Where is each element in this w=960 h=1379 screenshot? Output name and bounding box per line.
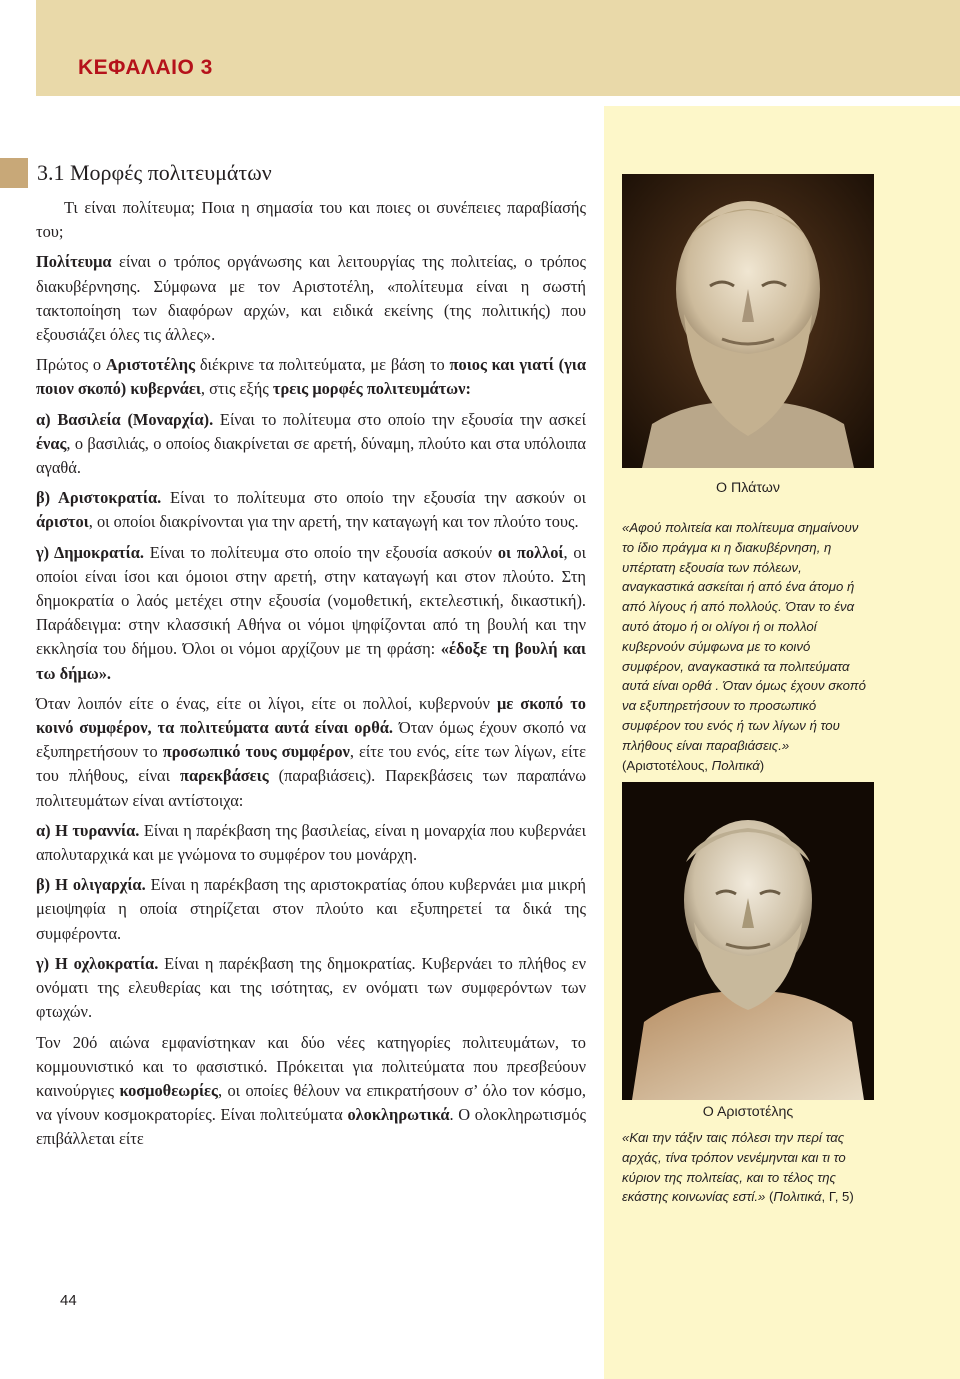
- text-span: Είναι η παρέκβαση της βασιλείας, είναι η μοναρχία που κυβερνάει απολυταρχικά και με γνώμονα το συμφέρον του μονάρχη.: [36, 820, 586, 865]
- paragraph-aristotle: [36, 353, 586, 401]
- text-span: Πρώτος ο: [36, 355, 106, 375]
- definition-text: είναι ο τρόπος οργάνωσης και λειτουργίας της πολιτείας, ο τρόπος διακυβέρνησης. Σύμφωνα με τον Αριστοτέλη, «πολίτευμα είναι η σωστή τακτοποίηση των διαφόρων αρχών, και ειδικά εκείνης (της πολιτικής) που εξουσιάζει όλες τις άλλες».: [36, 252, 586, 345]
- text-span: διέκρινε τα πολιτεύματα, με βάση το: [195, 355, 450, 375]
- plato-caption: Ο Πλάτων: [716, 480, 780, 496]
- text-span: Όταν όμως έχουν σκοπό να εξυπηρετήσουν το: [36, 718, 587, 762]
- text-span: . Ο ολοκληρωτισμός επιβάλλεται είτε: [36, 1105, 587, 1149]
- aristotle-quote-greek: [622, 1128, 874, 1207]
- bold-span: τρεις μορφές πολιτευμάτων:: [272, 379, 471, 399]
- text-span: , ο βασιλιάς, ο οποίος διακρίνεται σε αρετή, δύναμη, πλούτο και στα υπόλοιπα αγαθά.: [36, 433, 586, 478]
- plato-bust-image: [622, 174, 874, 468]
- quote-source: [769, 1189, 854, 1204]
- text-span: , οι οποίες θέλουν να επικρατήσουν σ’ όλο τον κόσμο, να γίνουν κοσμοκρατορίες. Είναι πολιτεύματα: [36, 1080, 587, 1125]
- text-span: (παραβιάσεις). Παρεκβάσεις των παραπάνω πολιτευμάτων είναι αντίστοιχα:: [36, 766, 586, 810]
- heading-aristocracy: β) Αριστοκρατία.: [36, 488, 162, 508]
- bold-span: ένας: [36, 433, 67, 453]
- text-span: ): [759, 757, 765, 773]
- paragraph-democracy: [36, 541, 586, 686]
- bold-span: παρεκβάσεις: [179, 766, 269, 786]
- paragraph-oligarchy: [36, 873, 586, 946]
- aristotle-quote-politics: [622, 518, 874, 775]
- text-span: (: [769, 1189, 774, 1205]
- paragraph-ochlocracy: [36, 952, 586, 1025]
- text-span: , οι οποίοι είναι ίσοι και όμοιοι στην αρετή, στην καταγωγή και στον πλούτο. Στη δημοκρατία ο λαός μετέχει στην εξουσία (νομοθετική, εκτελεστική, δικαστική). Παράδειγμα: στην κλασσική Αθήνα οι νόμοι ψηφίζονται από τη βουλή και την εκκλησία του δήμου. Όλοι οι νόμοι αρχίζουν με τη φράση:: [36, 542, 586, 659]
- source-title: Πολιτικά: [711, 757, 760, 773]
- quote-text: «Και την τάξιν ταις πόλεσι την περί τας αρχάς, τίνα τρόπον νενέμηνται και τι το κύριον της πολιτείας, και το τέλος της εκάστης κοινωνίας εστί.»: [622, 1130, 846, 1205]
- paragraph-intro-question: Τι είναι πολίτευμα; Ποια η σημασία του και ποιες οι συνέπειες παραβίασής του;: [36, 198, 586, 242]
- text-span: Είναι η παρέκβαση της αριστοκρατίας όπου κυβερνάει μια μικρή μειοψηφία η οποία στηρίζεται στον πλούτο και εξυπηρετεί τα δικά της συμφέροντα.: [36, 875, 586, 943]
- source-title: Πολιτικά: [773, 1189, 822, 1205]
- term-politevma: Πολίτευμα: [36, 252, 112, 272]
- text-span: Τον 20ό αιώνα εμφανίστηκαν και δύο νέες κατηγορίες πολιτευμάτων, το κομμουνιστικό και το φασιστικό. Πρόκειται για πολιτεύματα που πρεσβεύουν καινούργιες: [36, 1032, 586, 1100]
- paragraph-definition: [36, 250, 586, 347]
- text-span: Είναι το πολίτευμα στο οποίο την εξουσία ασκούν: [144, 542, 498, 562]
- heading-oligarchy: β) Η ολιγαρχία.: [36, 875, 146, 895]
- bold-span: οι πολλοί: [497, 542, 564, 562]
- text-span: , οι οποίοι διακρίνονται για την αρετή, την καταγωγή και τον πλούτο τους.: [88, 512, 579, 532]
- paragraph-aristocracy: [36, 486, 586, 534]
- section-title: 3.1 Μορφές πολιτευμάτων: [37, 160, 272, 185]
- page-number: 44: [60, 1292, 77, 1309]
- quote-text: «Αφού πολιτεία και πολίτευμα σημαίνουν το ίδιο πράγμα κι η διακυβέρνηση, η υπέρτατη εξουσία των πόλεων, αναγκαστικά ασκείται ή από ένα άτομο ή από λίγους ή από πολλούς. Όταν το ένα αυτό άτομο ή οι ολίγοι ή οι πολλοί κυβερνούν σύμφωνα με το κοινό συμφέρον, αναγκαστικά τα πολιτεύματα αυτά είναι ορθά . Όταν όμως έχουν σκοπό να εξυπηρετήσουν το προσωπικό συμφέρον του ενός ή των λίγων ή του πλήθους είναι παραβιάσεις.»: [622, 520, 866, 753]
- bold-span: ποιος και γιατί (για ποιον σκοπό) κυβερνάει: [36, 355, 586, 399]
- main-text: [36, 196, 586, 1158]
- bold-span: με σκοπό το κοινό συμφέρον, τα πολιτεύματα αυτά είναι ορθά.: [36, 693, 587, 738]
- bold-span: κοσμοθεωρίες: [119, 1080, 218, 1100]
- text-span: Είναι το πολίτευμα στο οποίο την εξουσία την ασκεί: [213, 409, 586, 429]
- heading-ochlocracy: γ) Η οχλοκρατία.: [36, 953, 159, 973]
- text-span: Είναι η παρέκβαση της δημοκρατίας. Κυβερνάει το πλήθος εν ονόματι της ελευθερίας και της ισότητας, εν ονόματι των συμφερόντων των φτωχών.: [36, 953, 586, 1022]
- text-span: , είτε του ενός, είτε των λίγων, είτε του πλήθους, είναι: [36, 742, 586, 786]
- text-span: Είναι το πολίτευμα στο οποίο την εξουσία την ασκούν οι: [161, 488, 587, 508]
- bold-span: «έδοξε τη βουλή και τω δήμω».: [36, 639, 586, 683]
- text-span: , Γ, 5): [821, 1189, 854, 1205]
- header-band: [36, 0, 960, 96]
- chapter-title: ΚΕΦΑΛΑΙΟ 3: [78, 56, 213, 79]
- heading-democracy: γ) Δημοκρατία.: [36, 542, 144, 562]
- bold-span: προσωπικό τους συμφέρον: [162, 742, 350, 762]
- heading-monarchy: α) Βασιλεία (Μοναρχία).: [36, 409, 214, 429]
- text-span: (Αριστοτέλους,: [622, 757, 712, 773]
- quote-source: [622, 758, 764, 773]
- text-span: , στις εξής: [200, 379, 273, 399]
- bold-span: άριστοι: [36, 512, 89, 532]
- paragraph-tyranny: [36, 819, 586, 867]
- heading-tyranny: α) Η τυραννία.: [36, 820, 140, 840]
- paragraph-monarchy: [36, 408, 586, 481]
- aristotle-bust-image: [622, 782, 874, 1100]
- text-span: Όταν λοιπόν είτε ο ένας, είτε οι λίγοι, είτε οι πολλοί, κυβερνούν: [36, 693, 497, 713]
- paragraph-20th-century: [36, 1031, 586, 1152]
- paragraph-correct-forms: [36, 692, 586, 813]
- section-marker: [0, 158, 28, 188]
- bold-span: Αριστοτέλης: [105, 355, 196, 375]
- bold-span: ολοκληρωτικά: [347, 1105, 450, 1125]
- aristotle-caption: Ο Αριστοτέλης: [702, 1104, 794, 1120]
